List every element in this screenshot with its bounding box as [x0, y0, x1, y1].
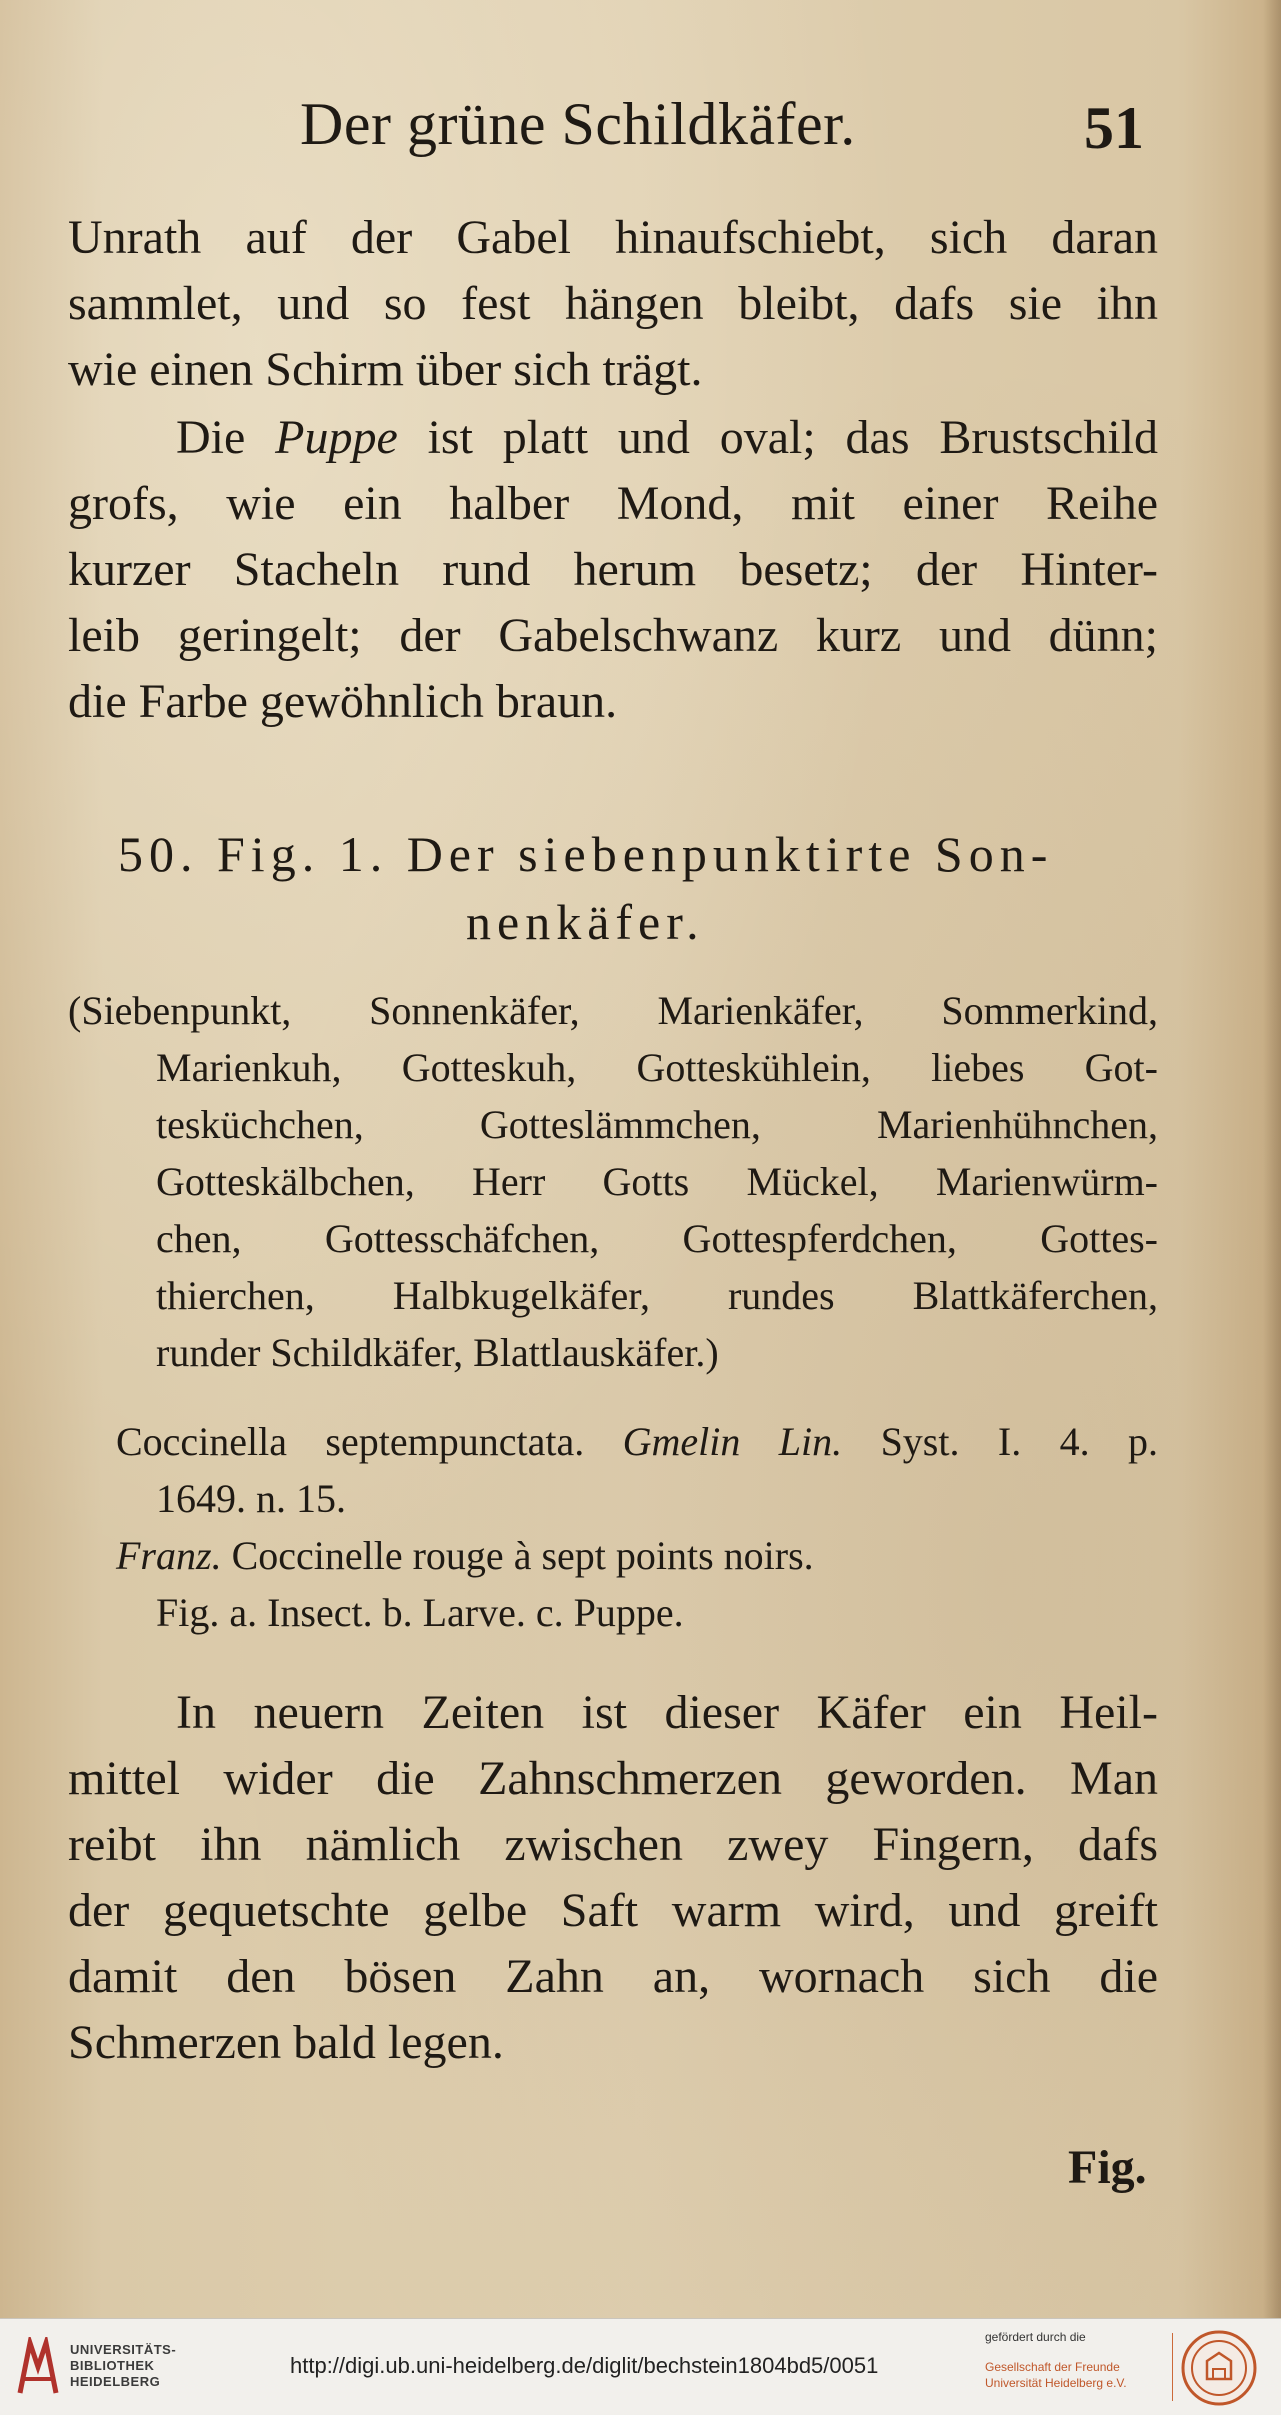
- text-line: tesküchchen, Gotteslämmchen, Marienhühnchen,: [156, 1102, 1158, 1147]
- text-line: mittel wider die Zahnschmerzen geworden. Man: [68, 1752, 1158, 1805]
- text-line: sammlet, und so fest hängen bleibt, dafs sie ihn: [68, 277, 1158, 330]
- sponsor-org: Universität Heidelberg e.V.: [985, 2376, 1127, 2390]
- society-seal-icon: [1180, 2329, 1258, 2407]
- sponsor-credit: [985, 2329, 1165, 2391]
- text-line: [176, 405, 1158, 471]
- footer-divider: [1172, 2333, 1173, 2401]
- section-heading-continued: nenkäfer.: [466, 894, 705, 950]
- logo-line: HEIDELBERG: [70, 2374, 161, 2389]
- text-line: Unrath auf der Gabel hinaufschiebt, sich daran: [68, 211, 1158, 264]
- text-line: Gotteskälbchen, Herr Gotts Mückel, Marienwürm-: [156, 1159, 1158, 1204]
- text-line: chen, Gottesschäfchen, Gottespferdchen, Gottes-: [156, 1216, 1158, 1261]
- section-heading: 50. Fig. 1. Der siebenpunktirte Son-: [118, 826, 1054, 882]
- italic-term: Franz.: [116, 1533, 222, 1578]
- text-line: (Siebenpunkt, Sonnenkäfer, Marienkäfer, Sommerkind,: [68, 988, 1158, 1033]
- text-line: thierchen, Halbkugelkäfer, rundes Blattkäferchen,: [156, 1273, 1158, 1318]
- text-line: leib geringelt; der Gabelschwanz kurz und dünn;: [68, 609, 1158, 662]
- text-line: [116, 1413, 1158, 1470]
- text-span: Syst. I. 4. p.: [880, 1419, 1159, 1464]
- text-line: grofs, wie ein halber Mond, mit einer Reihe: [68, 477, 1158, 530]
- text-line: runder Schildkäfer, Blattlauskäfer.): [156, 1330, 719, 1375]
- library-footer: [0, 2318, 1281, 2415]
- logo-line: BIBLIOTHEK: [70, 2358, 155, 2373]
- text-line: damit den bösen Zahn an, wornach sich die: [68, 1950, 1158, 2003]
- sponsor-label: gefördert durch die: [985, 2330, 1086, 2344]
- catchword: Fig.: [1068, 2141, 1147, 2194]
- text-line: der gequetschte gelbe Saft warm wird, und greift: [68, 1884, 1158, 1937]
- page-header: [0, 88, 1281, 178]
- text-line: reibt ihn nämlich zwischen zwey Fingern, dafs: [68, 1818, 1158, 1871]
- sponsor-org: Gesellschaft der Freunde: [985, 2360, 1120, 2374]
- text-span: Die: [176, 411, 246, 464]
- italic-term: Puppe: [275, 411, 398, 464]
- text-line: Fig. a. Insect. b. Larve. c. Puppe.: [156, 1590, 684, 1635]
- text-line: Marienkuh, Gotteskuh, Gotteskühlein, liebes Got-: [156, 1045, 1158, 1090]
- text-line: In neuern Zeiten ist dieser Käfer ein Heil-: [176, 1686, 1158, 1739]
- text-line: die Farbe gewöhnlich braun.: [68, 675, 618, 728]
- text-line: 1649. n. 15.: [156, 1476, 346, 1521]
- permalink-url[interactable]: http://digi.ub.uni-heidelberg.de/diglit/bechstein1804bd5/0051: [290, 2353, 879, 2378]
- text-line: [116, 1527, 1158, 1584]
- page-number: 51: [1084, 95, 1144, 161]
- library-logo-text: [70, 2342, 176, 2390]
- text-span: Coccinelle rouge à sept points noirs.: [231, 1533, 814, 1578]
- text-span: Coccinella septempunctata.: [116, 1419, 585, 1464]
- university-library-logo-icon: [16, 2337, 60, 2399]
- text-span: ist platt und oval; das Brustschild: [427, 411, 1159, 464]
- text-line: kurzer Stacheln rund herum besetz; der Hinter-: [68, 543, 1158, 596]
- text-line: wie einen Schirm über sich trägt.: [68, 343, 703, 396]
- italic-term: Gmelin Lin.: [622, 1419, 843, 1464]
- logo-line: UNIVERSITÄTS-: [70, 2342, 177, 2357]
- text-line: Schmerzen bald legen.: [68, 2016, 504, 2069]
- running-title: Der grüne Schildkäfer.: [300, 91, 856, 157]
